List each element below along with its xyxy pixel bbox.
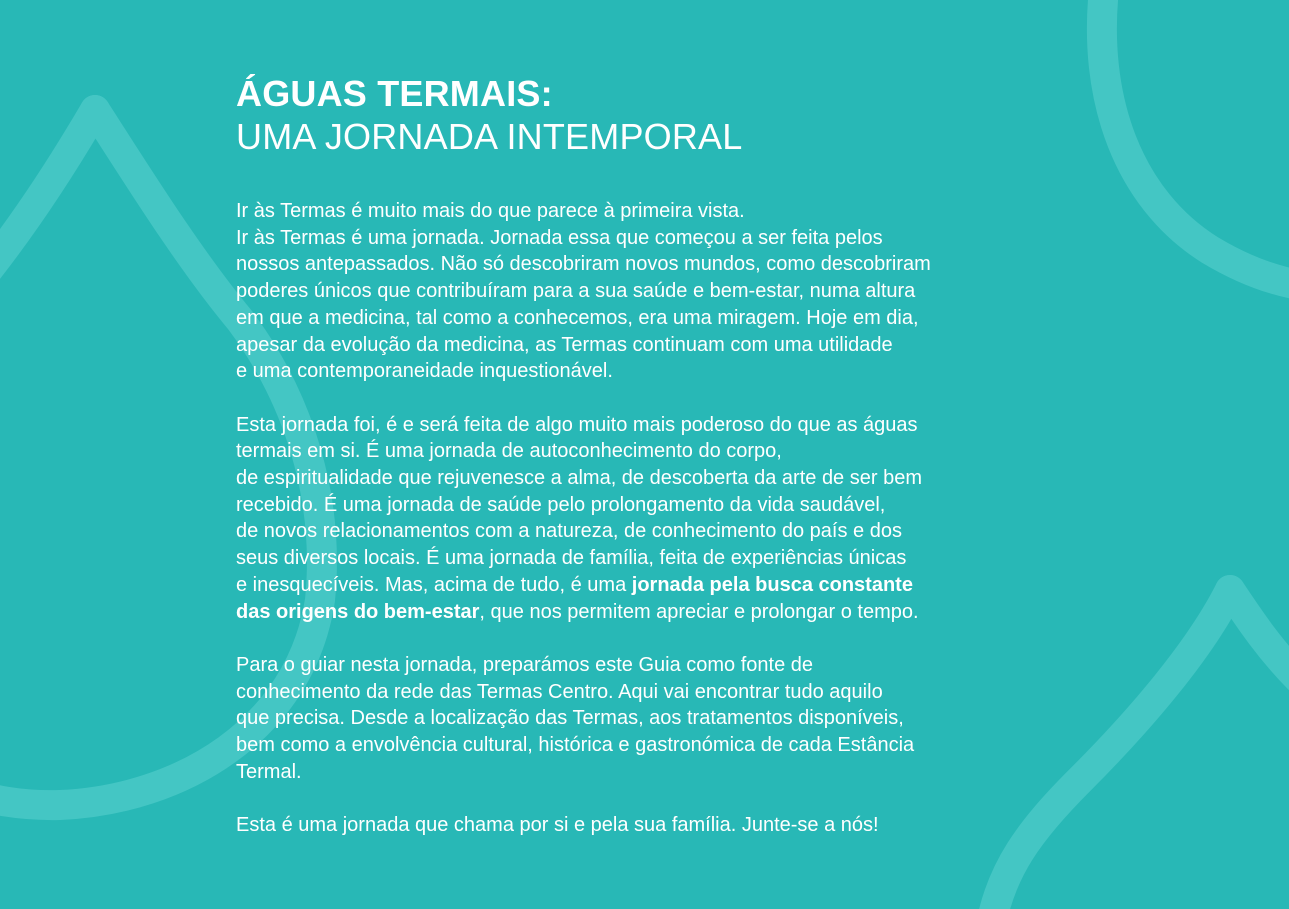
text-line: Esta é uma jornada que chama por si e pela sua família. Junte-se a nós! [236, 814, 879, 837]
paragraph-intro [236, 198, 1066, 385]
text-line: conhecimento da rede das Termas Centro. Aqui vai encontrar tudo aquilo [236, 680, 883, 703]
text-line: Ir às Termas é uma jornada. Jornada essa que começou a ser feita pelos [236, 226, 883, 249]
text-line: bem como a envolvência cultural, histórica e gastronómica de cada Estância [236, 734, 915, 757]
text-line: nossos antepassados. Não só descobriram novos mundos, como descobriram [236, 253, 931, 276]
main-content [236, 74, 1066, 839]
page-title: ÁGUAS TERMAIS: [236, 73, 553, 114]
top-right-arc-icon [1102, 0, 1289, 285]
text-line: termais em si. É uma jornada de autoconhecimento do corpo, [236, 440, 782, 463]
text-line: apesar da evolução da medicina, as Termas continuam com uma utilidade [236, 333, 893, 356]
paragraph-journey [236, 412, 1066, 626]
text-line: Para o guiar nesta jornada, preparámos este Guia como fonte de [236, 653, 814, 676]
text-line: que precisa. Desde a localização das Termas, aos tratamentos disponíveis, [236, 707, 904, 730]
highlight-text: das origens do bem-estar [236, 600, 480, 623]
text-line: recebido. É uma jornada de saúde pelo prolongamento da vida saudável, [236, 493, 886, 516]
bottom-right-drop-edge-icon [1230, 590, 1289, 680]
article-body [236, 198, 1066, 839]
left-drop-left-edge-icon [0, 110, 95, 280]
text-line: Esta jornada foi, é e será feita de algo muito mais poderoso do que as águas [236, 413, 918, 436]
text-line: de espiritualidade que rejuvenesce a alma, de descoberta da arte de ser bem [236, 467, 922, 490]
paragraph-invitation [236, 812, 1066, 839]
text-line: em que a medicina, tal como a conhecemos, era uma miragem. Hoje em dia, [236, 306, 919, 329]
text-segment: e inesquecíveis. Mas, acima de tudo, é uma [236, 573, 632, 596]
paragraph-guide [236, 652, 1066, 786]
text-line [236, 599, 1066, 626]
text-line [236, 572, 1066, 599]
text-line: de novos relacionamentos com a natureza, de conhecimento do país e dos [236, 520, 902, 543]
page-subtitle: UMA JORNADA INTEMPORAL [236, 116, 743, 157]
text-line: Ir às Termas é muito mais do que parece à primeira vista. [236, 200, 745, 222]
highlight-text: jornada pela busca constante [631, 573, 913, 596]
text-segment: , que nos permitem apreciar e prolongar o tempo. [479, 600, 919, 623]
text-line: poderes únicos que contribuíram para a sua saúde e bem-estar, numa altura [236, 280, 916, 303]
text-line: e uma contemporaneidade inquestionável. [236, 360, 613, 383]
text-line: seus diversos locais. É uma jornada de família, feita de experiências únicas [236, 547, 907, 570]
text-line: Termal. [236, 760, 302, 783]
